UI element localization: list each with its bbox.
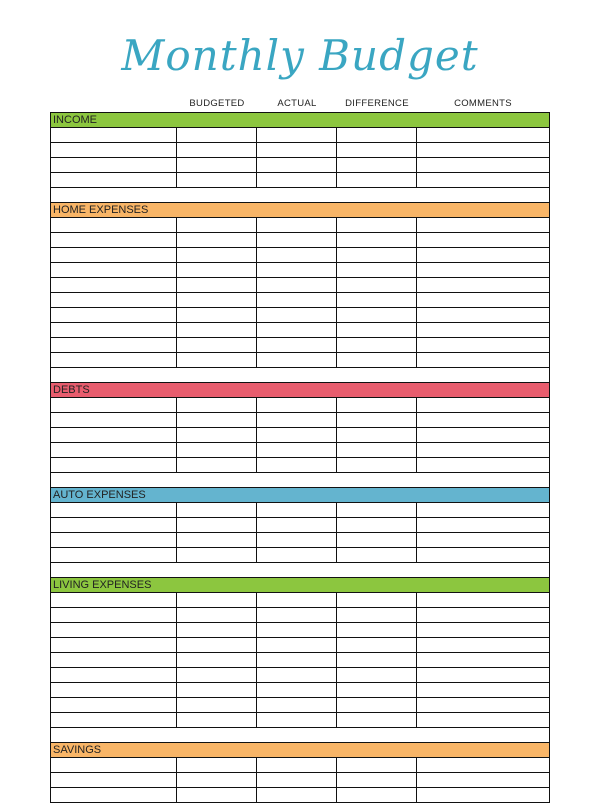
comments-cell[interactable] bbox=[417, 773, 549, 787]
item-cell[interactable] bbox=[51, 503, 177, 517]
table-row bbox=[51, 158, 549, 173]
table-row bbox=[51, 233, 549, 248]
comments-cell[interactable] bbox=[417, 638, 549, 652]
section-header: LIVING EXPENSES bbox=[51, 578, 549, 593]
comments-cell[interactable] bbox=[417, 218, 549, 232]
item-cell[interactable] bbox=[51, 683, 177, 697]
comments-cell[interactable] bbox=[417, 668, 549, 682]
difference-cell[interactable] bbox=[337, 698, 417, 712]
budgeted-cell[interactable] bbox=[177, 443, 257, 457]
budgeted-cell[interactable] bbox=[177, 398, 257, 412]
table-row bbox=[51, 128, 549, 143]
actual-cell[interactable] bbox=[257, 443, 337, 457]
item-cell[interactable] bbox=[51, 668, 177, 682]
section-debts bbox=[51, 383, 549, 488]
comments-cell[interactable] bbox=[417, 323, 549, 337]
comments-cell[interactable] bbox=[417, 173, 549, 187]
comments-cell[interactable] bbox=[417, 458, 549, 472]
actual-cell[interactable] bbox=[257, 308, 337, 322]
difference-cell[interactable] bbox=[337, 608, 417, 622]
difference-cell[interactable] bbox=[337, 668, 417, 682]
actual-cell[interactable] bbox=[257, 623, 337, 637]
difference-cell[interactable] bbox=[337, 278, 417, 292]
budgeted-cell[interactable] bbox=[177, 308, 257, 322]
section-header: AUTO EXPENSES bbox=[51, 488, 549, 503]
budgeted-cell[interactable] bbox=[177, 758, 257, 772]
budgeted-cell[interactable] bbox=[177, 353, 257, 367]
comments-cell[interactable] bbox=[417, 503, 549, 517]
actual-cell[interactable] bbox=[257, 503, 337, 517]
actual-cell[interactable] bbox=[257, 128, 337, 142]
table-row bbox=[51, 773, 549, 788]
actual-cell[interactable] bbox=[257, 338, 337, 352]
comments-cell[interactable] bbox=[417, 683, 549, 697]
item-cell[interactable] bbox=[51, 353, 177, 367]
actual-cell[interactable] bbox=[257, 428, 337, 442]
item-cell[interactable] bbox=[51, 413, 177, 427]
actual-cell[interactable] bbox=[257, 233, 337, 247]
item-cell[interactable] bbox=[51, 278, 177, 292]
section-header: DEBTS bbox=[51, 383, 549, 398]
budgeted-cell[interactable] bbox=[177, 683, 257, 697]
item-cell[interactable] bbox=[51, 638, 177, 652]
budgeted-cell[interactable] bbox=[177, 518, 257, 532]
difference-cell[interactable] bbox=[337, 293, 417, 307]
comments-cell[interactable] bbox=[417, 443, 549, 457]
difference-cell[interactable] bbox=[337, 143, 417, 157]
budget-sheet bbox=[50, 112, 550, 803]
comments-cell[interactable] bbox=[417, 518, 549, 532]
difference-cell[interactable] bbox=[337, 428, 417, 442]
budgeted-cell[interactable] bbox=[177, 158, 257, 172]
difference-cell[interactable] bbox=[337, 353, 417, 367]
section-header: INCOME bbox=[51, 113, 549, 128]
difference-cell[interactable] bbox=[337, 158, 417, 172]
difference-cell[interactable] bbox=[337, 773, 417, 787]
difference-cell[interactable] bbox=[337, 593, 417, 607]
table-row bbox=[51, 638, 549, 653]
item-cell[interactable] bbox=[51, 128, 177, 142]
actual-cell[interactable] bbox=[257, 758, 337, 772]
difference-cell[interactable] bbox=[337, 758, 417, 772]
actual-cell[interactable] bbox=[257, 698, 337, 712]
actual-cell[interactable] bbox=[257, 548, 337, 562]
comments-cell[interactable] bbox=[417, 308, 549, 322]
item-cell[interactable] bbox=[51, 173, 177, 187]
item-cell[interactable] bbox=[51, 428, 177, 442]
actual-cell[interactable] bbox=[257, 638, 337, 652]
item-cell[interactable] bbox=[51, 533, 177, 547]
item-cell[interactable] bbox=[51, 293, 177, 307]
difference-cell[interactable] bbox=[337, 623, 417, 637]
budgeted-cell[interactable] bbox=[177, 608, 257, 622]
budgeted-cell[interactable] bbox=[177, 653, 257, 667]
difference-cell[interactable] bbox=[337, 173, 417, 187]
section-gap bbox=[51, 473, 549, 488]
page-title: Monthly Budget bbox=[121, 31, 479, 80]
comments-cell[interactable] bbox=[417, 263, 549, 277]
table-row bbox=[51, 443, 549, 458]
column-header-actual: ACTUAL bbox=[277, 98, 317, 109]
difference-cell[interactable] bbox=[337, 638, 417, 652]
difference-cell[interactable] bbox=[337, 398, 417, 412]
comments-cell[interactable] bbox=[417, 608, 549, 622]
actual-cell[interactable] bbox=[257, 158, 337, 172]
section-gap bbox=[51, 188, 549, 203]
actual-cell[interactable] bbox=[257, 173, 337, 187]
actual-cell[interactable] bbox=[257, 278, 337, 292]
section-auto-expenses bbox=[51, 488, 549, 578]
budgeted-cell[interactable] bbox=[177, 413, 257, 427]
comments-cell[interactable] bbox=[417, 698, 549, 712]
budgeted-cell[interactable] bbox=[177, 263, 257, 277]
item-cell[interactable] bbox=[51, 443, 177, 457]
table-row bbox=[51, 323, 549, 338]
column-header-difference: DIFFERENCE bbox=[345, 98, 409, 109]
difference-cell[interactable] bbox=[337, 533, 417, 547]
difference-cell[interactable] bbox=[337, 548, 417, 562]
item-cell[interactable] bbox=[51, 218, 177, 232]
budgeted-cell[interactable] bbox=[177, 143, 257, 157]
budgeted-cell[interactable] bbox=[177, 713, 257, 727]
table-row bbox=[51, 398, 549, 413]
difference-cell[interactable] bbox=[337, 713, 417, 727]
actual-cell[interactable] bbox=[257, 398, 337, 412]
budgeted-cell[interactable] bbox=[177, 698, 257, 712]
budgeted-cell[interactable] bbox=[177, 233, 257, 247]
item-cell[interactable] bbox=[51, 698, 177, 712]
comments-cell[interactable] bbox=[417, 788, 549, 802]
table-row bbox=[51, 713, 549, 728]
difference-cell[interactable] bbox=[337, 518, 417, 532]
actual-cell[interactable] bbox=[257, 143, 337, 157]
table-row bbox=[51, 593, 549, 608]
item-cell[interactable] bbox=[51, 263, 177, 277]
budgeted-cell[interactable] bbox=[177, 773, 257, 787]
actual-cell[interactable] bbox=[257, 263, 337, 277]
budgeted-cell[interactable] bbox=[177, 503, 257, 517]
comments-cell[interactable] bbox=[417, 428, 549, 442]
budgeted-cell[interactable] bbox=[177, 338, 257, 352]
table-row bbox=[51, 143, 549, 158]
actual-cell[interactable] bbox=[257, 788, 337, 802]
table-row bbox=[51, 218, 549, 233]
table-row bbox=[51, 278, 549, 293]
table-row bbox=[51, 623, 549, 638]
table-row bbox=[51, 653, 549, 668]
actual-cell[interactable] bbox=[257, 653, 337, 667]
actual-cell[interactable] bbox=[257, 773, 337, 787]
difference-cell[interactable] bbox=[337, 413, 417, 427]
section-gap bbox=[51, 563, 549, 578]
actual-cell[interactable] bbox=[257, 713, 337, 727]
budgeted-cell[interactable] bbox=[177, 668, 257, 682]
column-header-comments: COMMENTS bbox=[454, 98, 512, 109]
actual-cell[interactable] bbox=[257, 353, 337, 367]
difference-cell[interactable] bbox=[337, 653, 417, 667]
item-cell[interactable] bbox=[51, 593, 177, 607]
comments-cell[interactable] bbox=[417, 278, 549, 292]
comments-cell[interactable] bbox=[417, 713, 549, 727]
table-row bbox=[51, 533, 549, 548]
column-header-budgeted: BUDGETED bbox=[189, 98, 245, 109]
table-row bbox=[51, 413, 549, 428]
difference-cell[interactable] bbox=[337, 263, 417, 277]
section-home-expenses bbox=[51, 203, 549, 383]
table-row bbox=[51, 353, 549, 368]
difference-cell[interactable] bbox=[337, 503, 417, 517]
item-cell[interactable] bbox=[51, 143, 177, 157]
item-cell[interactable] bbox=[51, 233, 177, 247]
difference-cell[interactable] bbox=[337, 683, 417, 697]
section-income bbox=[51, 113, 549, 203]
difference-cell[interactable] bbox=[337, 323, 417, 337]
table-row bbox=[51, 503, 549, 518]
item-cell[interactable] bbox=[51, 773, 177, 787]
table-row bbox=[51, 173, 549, 188]
budgeted-cell[interactable] bbox=[177, 623, 257, 637]
item-cell[interactable] bbox=[51, 338, 177, 352]
actual-cell[interactable] bbox=[257, 668, 337, 682]
item-cell[interactable] bbox=[51, 323, 177, 337]
section-header: SAVINGS bbox=[51, 743, 549, 758]
difference-cell[interactable] bbox=[337, 458, 417, 472]
item-cell[interactable] bbox=[51, 548, 177, 562]
comments-cell[interactable] bbox=[417, 548, 549, 562]
item-cell[interactable] bbox=[51, 788, 177, 802]
comments-cell[interactable] bbox=[417, 248, 549, 262]
comments-cell[interactable] bbox=[417, 128, 549, 142]
table-row bbox=[51, 338, 549, 353]
section-gap bbox=[51, 368, 549, 383]
budgeted-cell[interactable] bbox=[177, 593, 257, 607]
item-cell[interactable] bbox=[51, 623, 177, 637]
section-gap bbox=[51, 728, 549, 743]
item-cell[interactable] bbox=[51, 458, 177, 472]
budgeted-cell[interactable] bbox=[177, 293, 257, 307]
comments-cell[interactable] bbox=[417, 293, 549, 307]
item-cell[interactable] bbox=[51, 158, 177, 172]
table-row bbox=[51, 293, 549, 308]
actual-cell[interactable] bbox=[257, 683, 337, 697]
actual-cell[interactable] bbox=[257, 248, 337, 262]
section-header: HOME EXPENSES bbox=[51, 203, 549, 218]
comments-cell[interactable] bbox=[417, 758, 549, 772]
comments-cell[interactable] bbox=[417, 398, 549, 412]
actual-cell[interactable] bbox=[257, 293, 337, 307]
comments-cell[interactable] bbox=[417, 533, 549, 547]
table-row bbox=[51, 248, 549, 263]
actual-cell[interactable] bbox=[257, 533, 337, 547]
budgeted-cell[interactable] bbox=[177, 218, 257, 232]
difference-cell[interactable] bbox=[337, 443, 417, 457]
difference-cell[interactable] bbox=[337, 788, 417, 802]
table-row bbox=[51, 683, 549, 698]
actual-cell[interactable] bbox=[257, 608, 337, 622]
item-cell[interactable] bbox=[51, 248, 177, 262]
table-row bbox=[51, 668, 549, 683]
table-row bbox=[51, 428, 549, 443]
item-cell[interactable] bbox=[51, 713, 177, 727]
actual-cell[interactable] bbox=[257, 593, 337, 607]
difference-cell[interactable] bbox=[337, 248, 417, 262]
comments-cell[interactable] bbox=[417, 353, 549, 367]
table-row bbox=[51, 308, 549, 323]
budgeted-cell[interactable] bbox=[177, 278, 257, 292]
budgeted-cell[interactable] bbox=[177, 248, 257, 262]
comments-cell[interactable] bbox=[417, 143, 549, 157]
item-cell[interactable] bbox=[51, 308, 177, 322]
table-row bbox=[51, 518, 549, 533]
difference-cell[interactable] bbox=[337, 338, 417, 352]
comments-cell[interactable] bbox=[417, 623, 549, 637]
item-cell[interactable] bbox=[51, 653, 177, 667]
budgeted-cell[interactable] bbox=[177, 548, 257, 562]
budgeted-cell[interactable] bbox=[177, 533, 257, 547]
table-row bbox=[51, 698, 549, 713]
budgeted-cell[interactable] bbox=[177, 323, 257, 337]
comments-cell[interactable] bbox=[417, 413, 549, 427]
actual-cell[interactable] bbox=[257, 458, 337, 472]
table-row bbox=[51, 758, 549, 773]
actual-cell[interactable] bbox=[257, 518, 337, 532]
budgeted-cell[interactable] bbox=[177, 173, 257, 187]
item-cell[interactable] bbox=[51, 758, 177, 772]
budgeted-cell[interactable] bbox=[177, 638, 257, 652]
difference-cell[interactable] bbox=[337, 218, 417, 232]
difference-cell[interactable] bbox=[337, 233, 417, 247]
actual-cell[interactable] bbox=[257, 413, 337, 427]
budgeted-cell[interactable] bbox=[177, 788, 257, 802]
actual-cell[interactable] bbox=[257, 323, 337, 337]
difference-cell[interactable] bbox=[337, 128, 417, 142]
comments-cell[interactable] bbox=[417, 653, 549, 667]
table-row bbox=[51, 548, 549, 563]
item-cell[interactable] bbox=[51, 398, 177, 412]
comments-cell[interactable] bbox=[417, 233, 549, 247]
item-cell[interactable] bbox=[51, 518, 177, 532]
section-savings bbox=[51, 743, 549, 802]
comments-cell[interactable] bbox=[417, 338, 549, 352]
comments-cell[interactable] bbox=[417, 593, 549, 607]
actual-cell[interactable] bbox=[257, 218, 337, 232]
budgeted-cell[interactable] bbox=[177, 428, 257, 442]
budgeted-cell[interactable] bbox=[177, 458, 257, 472]
budgeted-cell[interactable] bbox=[177, 128, 257, 142]
table-row bbox=[51, 263, 549, 278]
item-cell[interactable] bbox=[51, 608, 177, 622]
table-row bbox=[51, 788, 549, 802]
table-row bbox=[51, 458, 549, 473]
section-living-expenses bbox=[51, 578, 549, 743]
column-headers bbox=[0, 98, 600, 112]
table-row bbox=[51, 608, 549, 623]
comments-cell[interactable] bbox=[417, 158, 549, 172]
difference-cell[interactable] bbox=[337, 308, 417, 322]
